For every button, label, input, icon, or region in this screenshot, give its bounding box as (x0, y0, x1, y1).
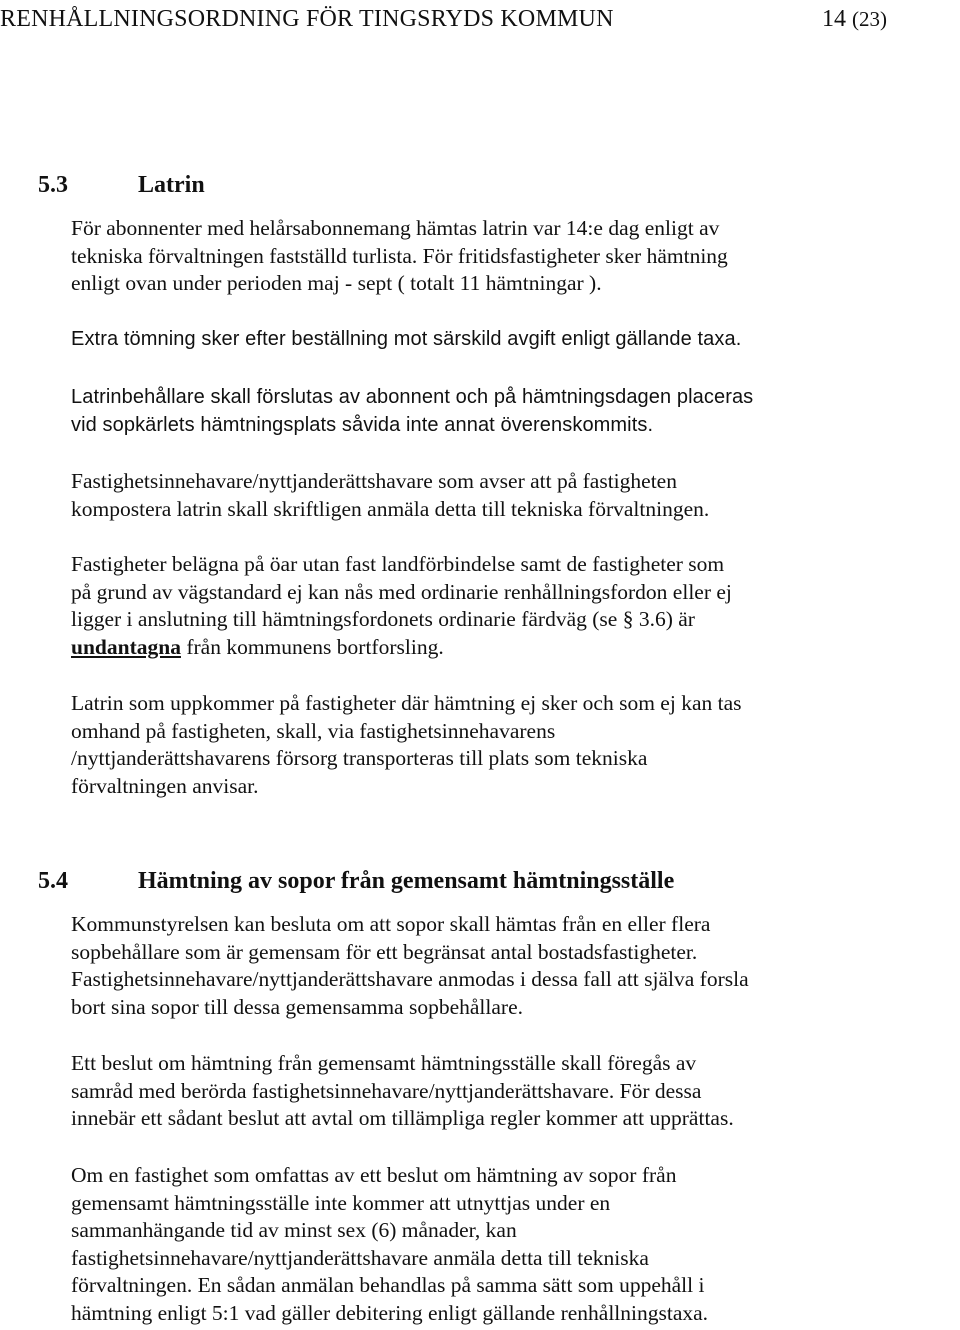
document-title: RENHÅLLNINGSORDNING FÖR TINGSRYDS KOMMUN (0, 6, 614, 32)
text-run: från kommunens bortforsling. (180, 634, 444, 659)
text-line: sopbehållare som är gemensam för ett begränsat antal bostadsfastigheter. (71, 939, 698, 964)
text-line: sammanhängande tid av minst sex (6) månader, kan (71, 1218, 517, 1243)
text-line: Extra tömning sker efter beställning mot särskild avgift enligt gällande taxa. (71, 328, 742, 350)
page-number (822, 2, 887, 36)
text-line: vid sopkärlets hämtningsplats såvida inte annat överenskommits. (71, 413, 654, 436)
paragraph (71, 690, 960, 800)
section-number: 5.4 (38, 868, 68, 894)
paragraph (71, 215, 960, 298)
section-number: 5.3 (38, 172, 68, 198)
text-line: tekniska förvaltningen fastställd turlista. För fritidsfastigheter sker hämtning (71, 243, 728, 268)
text-line: Fastigheter belägna på öar utan fast landförbindelse samt de fastigheter som (71, 552, 725, 576)
text-line: /nyttjanderättshavarens försorg transporteras till plats som tekniska (71, 746, 648, 771)
emphasis-text: undantagna (71, 634, 181, 659)
text-line: gemensamt hämtningsställe inte kommer att utnyttjas under en (71, 1190, 611, 1215)
page-header (0, 2, 960, 36)
page-current: 14 (822, 6, 846, 32)
paragraph (71, 384, 960, 439)
paragraph (71, 551, 960, 661)
text-line: på grund av vägstandard ej kan nås med ordinarie renhållningsfordon eller ej (71, 579, 732, 604)
text-line: Ett beslut om hämtning från gemensamt hämtningsställe skall föregås av (71, 1051, 697, 1075)
text-line: innebär ett sådant beslut att avtal om tillämpliga regler kommer att upprättas. (71, 1106, 734, 1131)
text-line: samråd med berörda fastighetsinnehavare/nyttjanderättshavare. För dessa (71, 1078, 702, 1103)
text-line: Kommunstyrelsen kan besluta om att sopor skall hämtas från en eller flera (71, 912, 711, 936)
text-line: ligger i anslutning till hämtningsfordonets ordinarie färdväg (se § 3.6) är (71, 607, 695, 632)
paragraph (71, 468, 960, 523)
paragraph (71, 326, 960, 354)
text-line: hämtning enligt 5:1 vad gäller debitering enligt gällande renhållningstaxa. (71, 1300, 709, 1325)
page-total: (23) (852, 7, 887, 31)
paragraph (71, 911, 960, 1021)
text-line: fastighetsinnehavare/nyttjanderättshavare anmäla detta till tekniska (71, 1245, 649, 1270)
text-line: kompostera latrin skall skriftligen anmäla detta till tekniska förvaltningen. (71, 496, 710, 521)
section-title: Latrin (138, 172, 205, 198)
paragraph (71, 1050, 960, 1133)
text-line: För abonnenter med helårsabonnemang hämtas latrin var 14:e dag enligt av (71, 216, 720, 240)
paragraph (71, 1162, 960, 1328)
text-line: bort sina sopor till dessa gemensamma sopbehållare. (71, 994, 523, 1019)
text-line: Latrinbehållare skall förslutas av abonnent och på hämtningsdagen placeras (71, 386, 754, 408)
section-title: Hämtning av sopor från gemensamt hämtningsställe (138, 868, 675, 894)
text-line: Fastighetsinnehavare/nyttjanderättshavare som avser att på fastigheten (71, 469, 677, 493)
text-line: omhand på fastigheten, skall, via fastighetsinnehavarens (71, 718, 556, 743)
section-heading-5-4 (38, 866, 674, 896)
text-line: Om en fastighet som omfattas av ett beslut om hämtning av sopor från (71, 1163, 677, 1187)
text-line: Latrin som uppkommer på fastigheter där hämtning ej sker och som ej kan tas (71, 691, 742, 715)
text-line (71, 634, 960, 662)
text-line: Fastighetsinnehavare/nyttjanderättshavare anmodas i dessa fall att själva forsla (71, 967, 749, 992)
text-line: förvaltningen. En sådan anmälan behandlas på samma sätt som uppehåll i (71, 1273, 705, 1298)
text-line: enligt ovan under perioden maj - sept ( totalt 11 hämtningar ). (71, 271, 602, 296)
section-heading-5-3 (38, 170, 205, 200)
text-line: förvaltningen anvisar. (71, 773, 259, 798)
